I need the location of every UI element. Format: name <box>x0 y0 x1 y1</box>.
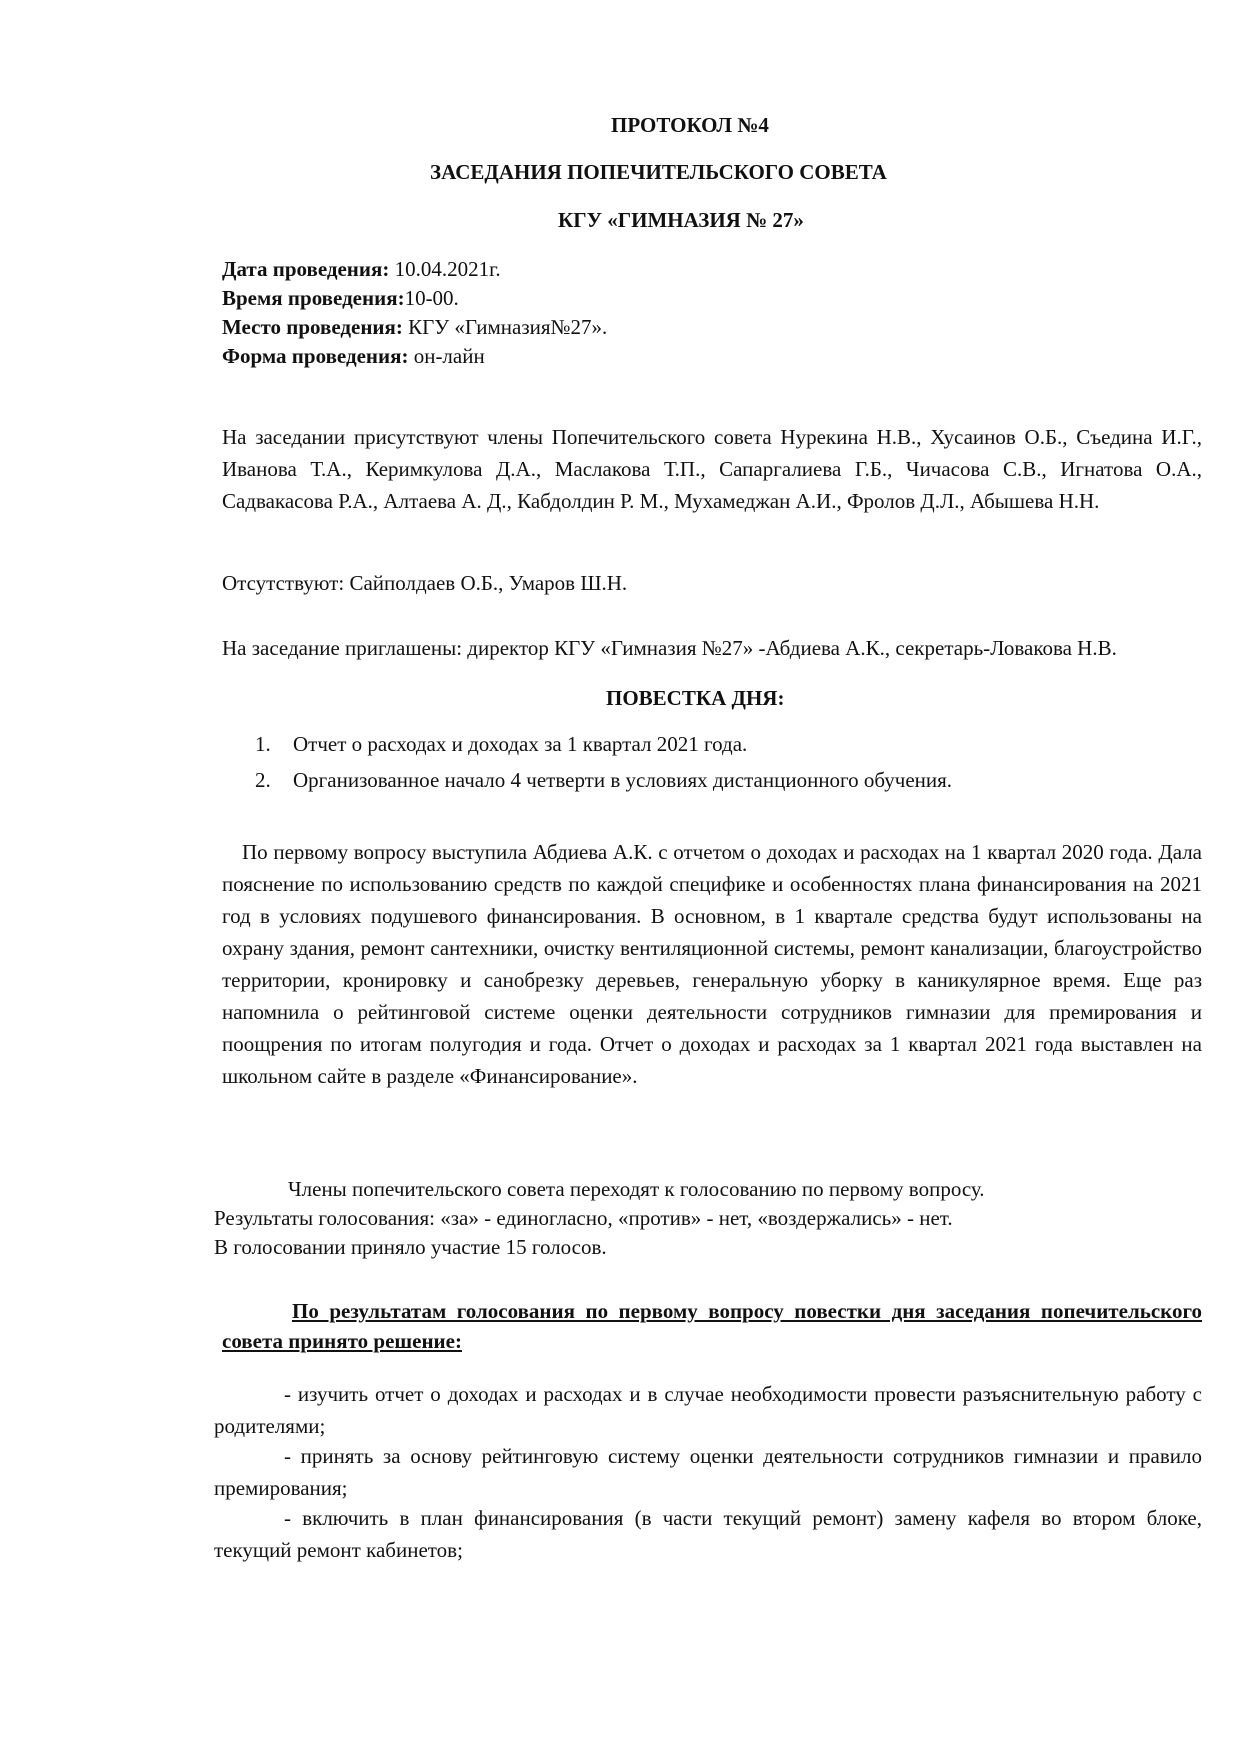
decision-item: - принять за основу рейтинговую систему оценки деятельности сотрудников гимназии и правило премирования; <box>214 1444 1202 1500</box>
voting-results: Результаты голосования: «за» - единогласно, «против» - нет, «воздержались» - нет. <box>214 1206 953 1230</box>
first-question-discussion: По первому вопросу выступила Абдиева А.К. с отчетом о доходах и расходах на 1 квартал 2020 года. Дала пояснение по использованию средств по каждой специфике и особенностях плана финансирования на 2021 год в условиях подушевого финансирования. В основном, в 1 квартале средства будут использованы на охрану здания, ремонт сантехники, очистку вентиляционной системы, ремонт канализации, благоустройство территории, кронировку и санобрезку деревьев, генеральную уборку в каникулярное время. Еще раз напомнила о рейтинговой системе оценки деятельности сотрудников гимназии для премирования и поощрения по итогам полугодия и года. Отчет о доходах и расходах за 1 квартал 2021 года выставлен на школьном сайте в разделе «Финансирование». <box>222 840 1202 1088</box>
time-value: 10-00. <box>404 286 459 310</box>
document-title: ПРОТОКОЛ №4 <box>611 113 769 137</box>
meeting-time <box>222 286 459 311</box>
date-label: Дата проведения: <box>222 257 390 281</box>
agenda-item: 1. Отчет о расходах и доходах за 1 квартал 2021 года. <box>255 732 748 756</box>
date-value: 10.04.2021г. <box>389 257 501 281</box>
form-label: Форма проведения: <box>222 344 409 368</box>
meeting-date <box>222 257 501 282</box>
agenda-item: 2. Организованное начало 4 четверти в условиях дистанционного обучения. <box>255 768 953 792</box>
attendance-absent: Отсутствуют: Сайполдаев О.Б., Умаров Ш.Н. <box>222 571 628 595</box>
agenda-heading: ПОВЕСТКА ДНЯ: <box>606 686 785 710</box>
attendance-invited: На заседание приглашены: директор КГУ «Гимназия №27» -Абдиева А.К., секретарь-Ловакова Н.В. <box>222 636 1117 660</box>
decision-item: - изучить отчет о доходах и расходах и в случае необходимости провести разъяснительную работу с родителями; <box>214 1382 1202 1438</box>
attendance-present: На заседании присутствуют члены Попечительского совета Нурекина Н.В., Хусаинов О.Б., Съедина И.Г., Иванова Т.А., Керимкулова Д.А., Маслакова Т.П., Сапаргалиева Г.Б., Чичасова С.В., Игнатова О.А., Садвакасова Р.А., Алтаева А. Д., Кабдолдин Р. М., Мухамеджан А.И., Фролов Д.Л., Абышева Н.Н. <box>222 425 1202 513</box>
agenda-list <box>255 726 952 798</box>
meeting-place <box>222 315 607 340</box>
form-value: он-лайн <box>408 344 485 368</box>
document-subtitle: ЗАСЕДАНИЯ ПОПЕЧИТЕЛЬСКОГО СОВЕТА <box>430 160 887 184</box>
place-value: КГУ «Гимназия№27». <box>402 315 608 339</box>
place-label: Место проведения: <box>222 315 403 339</box>
meeting-form <box>222 344 485 369</box>
voting-intro: Члены попечительского совета переходят к голосованию по первому вопросу. <box>288 1177 985 1201</box>
voting-participants: В голосовании приняло участие 15 голосов. <box>214 1235 607 1259</box>
time-label: Время проведения: <box>222 286 405 310</box>
decision-heading: По результатам голосования по первому вопросу повестки дня заседания попечительского совета принято решение: <box>222 1299 1202 1353</box>
organization-name: КГУ «ГИМНАЗИЯ № 27» <box>558 208 804 232</box>
decision-item: - включить в план финансирования (в части текущий ремонт) замену кафеля во втором блоке, текущий ремонт кабинетов; <box>214 1506 1202 1562</box>
